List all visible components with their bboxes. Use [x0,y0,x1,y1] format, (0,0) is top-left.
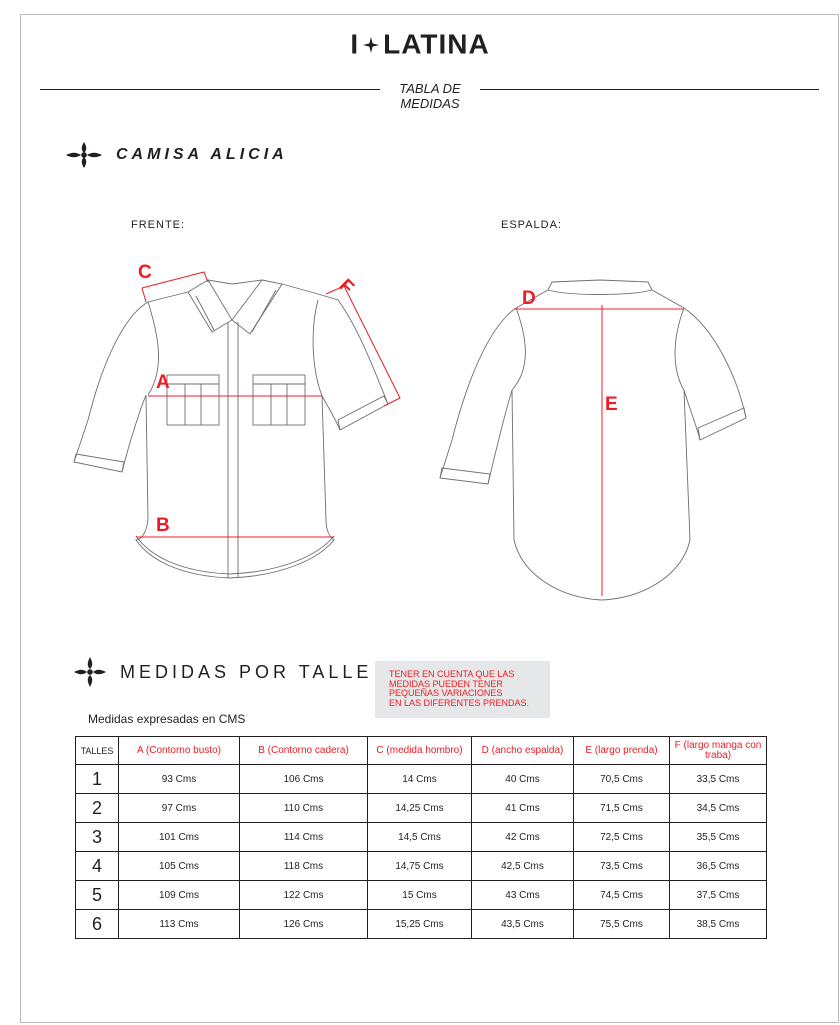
table-cell: 75,5 Cms [574,910,670,939]
size-cell: 2 [76,794,119,823]
table-cell: 105 Cms [119,852,240,881]
units-caption: Medidas expresadas en CMS [88,712,246,726]
measurement-lines [136,272,684,596]
table-cell: 34,5 Cms [670,794,767,823]
table-cell: 109 Cms [119,881,240,910]
table-cell: 42 Cms [472,823,574,852]
table-cell: 14,5 Cms [368,823,472,852]
table-cell: 70,5 Cms [574,765,670,794]
shirt-back-drawing [440,280,746,600]
size-cell: 5 [76,881,119,910]
measurement-note: TENER EN CUENTA QUE LAS MEDIDAS PUEDEN TENER PEQUEÑAS VARIACIONES EN LAS DIFERENTES PRENDAS. [375,661,550,718]
column-header: A (Contorno busto) [119,737,240,765]
measure-label-b: B [156,515,170,536]
table-cell: 74,5 Cms [574,881,670,910]
clover-icon [74,657,106,687]
measure-label-f: F [334,275,358,299]
column-header: F (largo manga con traba) [670,737,767,765]
table-cell: 38,5 Cms [670,910,767,939]
table-cell: 71,5 Cms [574,794,670,823]
sizes-section-title [74,657,372,687]
measure-label-c: C [138,262,152,283]
size-table [75,736,767,939]
table-cell: 106 Cms [240,765,368,794]
table-row [76,881,767,910]
table-cell: 43 Cms [472,881,574,910]
size-cell: 1 [76,765,119,794]
table-cell: 14 Cms [368,765,472,794]
back-view-label: ESPALDA: [501,219,562,231]
table-cell: 43,5 Cms [472,910,574,939]
measure-label-d: D [522,288,536,309]
table-cell: 35,5 Cms [670,823,767,852]
table-cell: 15,25 Cms [368,910,472,939]
measure-line-f [326,286,400,406]
size-cell: 3 [76,823,119,852]
table-row [76,910,767,939]
table-cell: 14,25 Cms [368,794,472,823]
measure-line-c [142,272,208,302]
size-cell: 6 [76,910,119,939]
table-cell: 36,5 Cms [670,852,767,881]
table-row [76,765,767,794]
column-header: TALLES [76,737,119,765]
table-cell: 73,5 Cms [574,852,670,881]
table-cell: 72,5 Cms [574,823,670,852]
column-header: D (ancho espalda) [472,737,574,765]
brand-name: LATINA [383,28,490,60]
table-cell: 97 Cms [119,794,240,823]
table-row [76,794,767,823]
size-cell: 4 [76,852,119,881]
size-chart-title: TABLA DE MEDIDAS [399,81,461,111]
table-cell: 122 Cms [240,881,368,910]
table-cell: 15 Cms [368,881,472,910]
column-header: C (medida hombro) [368,737,472,765]
table-cell: 33,5 Cms [670,765,767,794]
table-row [76,823,767,852]
table-cell: 113 Cms [119,910,240,939]
table-cell: 110 Cms [240,794,368,823]
table-cell: 118 Cms [240,852,368,881]
measure-label-a: A [156,372,170,393]
shirt-front-drawing [74,280,388,578]
column-header: B (Contorno cadera) [240,737,368,765]
sizes-title: MEDIDAS POR TALLE [120,661,373,682]
brand-letter: I [350,28,360,60]
table-cell: 40 Cms [472,765,574,794]
table-cell: 114 Cms [240,823,368,852]
table-cell: 126 Cms [240,910,368,939]
table-cell: 42,5 Cms [472,852,574,881]
garment-name: CAMISA ALICIA [116,146,288,163]
table-cell: 14,75 Cms [368,852,472,881]
table-cell: 41 Cms [472,794,574,823]
table-cell: 37,5 Cms [670,881,767,910]
table-cell: 101 Cms [119,823,240,852]
table-header-row [76,737,767,765]
measure-label-e: E [605,394,618,415]
front-view-label: FRENTE: [131,219,186,231]
column-header: E (largo prenda) [574,737,670,765]
table-row [76,852,767,881]
table-cell: 93 Cms [119,765,240,794]
